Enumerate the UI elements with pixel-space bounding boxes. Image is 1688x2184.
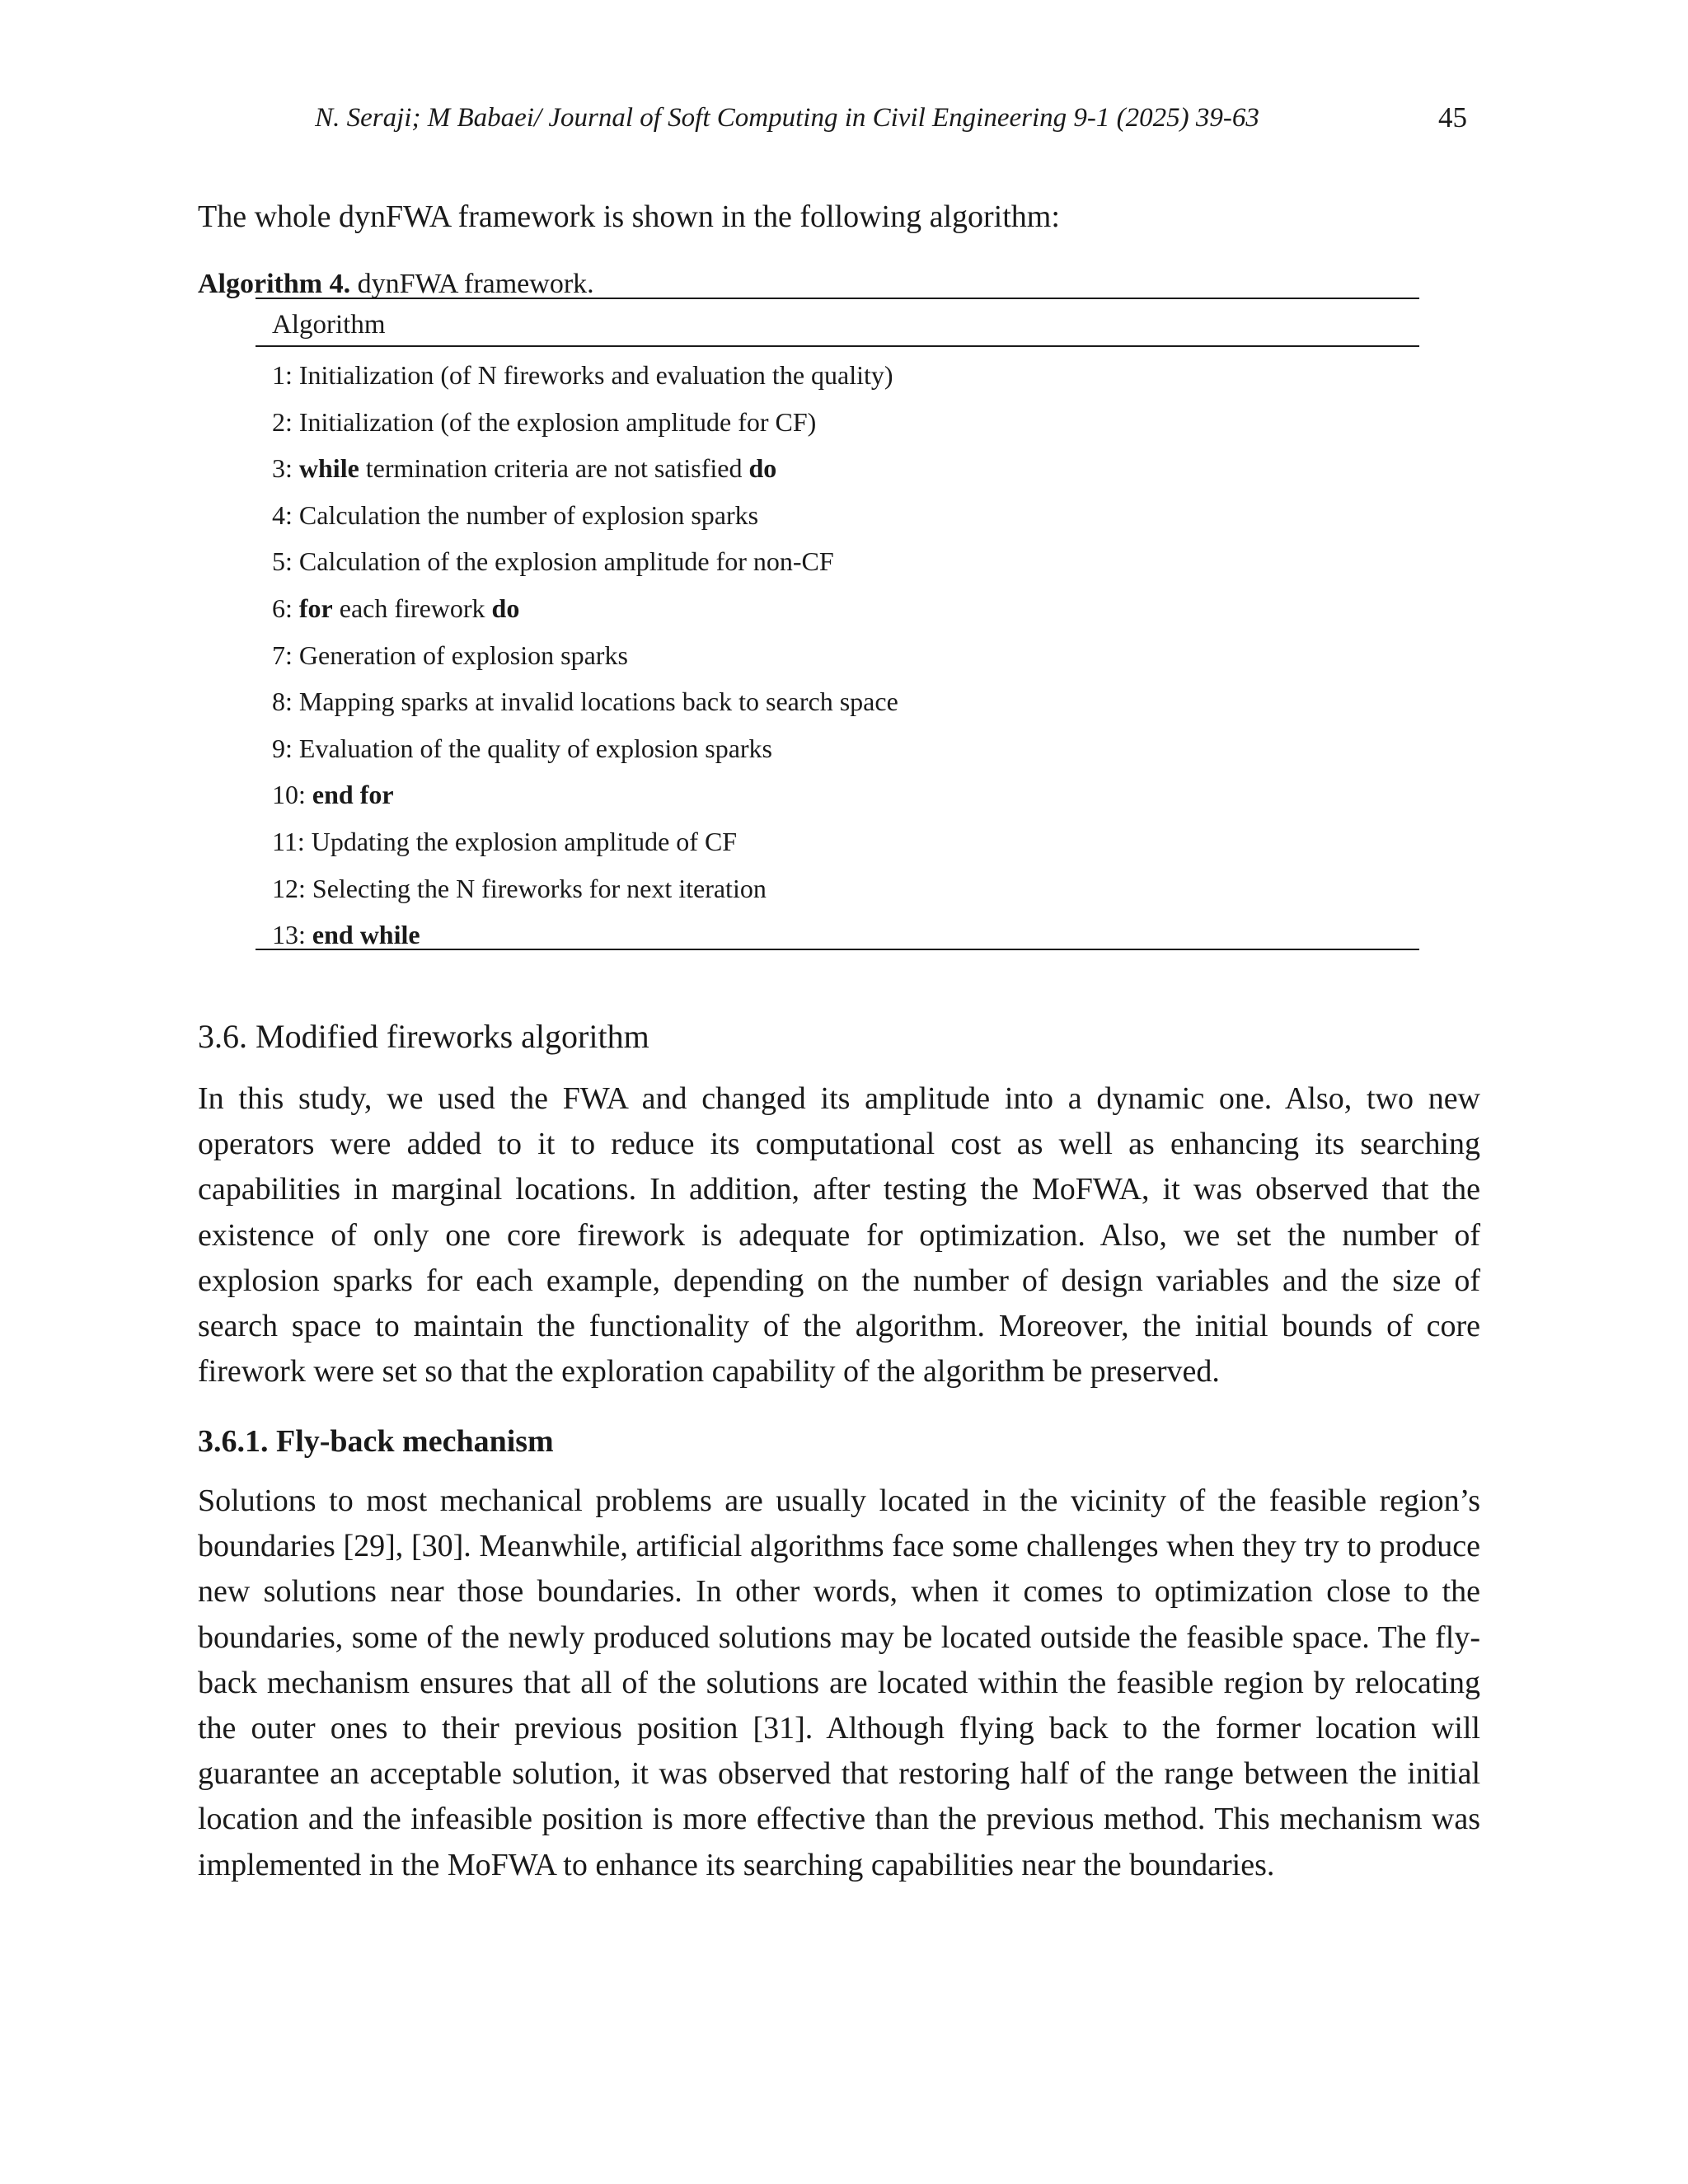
algorithm-line-number: 4: (272, 499, 299, 530)
algorithm-line (272, 912, 1409, 958)
algorithm-line-number: 1: (272, 360, 299, 390)
subsection-title: 3.6.1. Fly-back mechanism (198, 1424, 554, 1459)
algorithm-line-text: Initialization (of the explosion amplitude for CF) (298, 406, 817, 437)
algorithm-line-number: 5: (272, 546, 299, 577)
algorithm-line-text: Calculation of the explosion amplitude for non-CF (298, 546, 834, 577)
algorithm-line (272, 492, 1409, 539)
algorithm-line-number: 3: (272, 453, 299, 484)
intro-sentence: The whole dynFWA framework is shown in the following algorithm: (198, 199, 1060, 234)
algorithm-column-header: Algorithm (272, 310, 386, 340)
algorithm-line (272, 399, 1409, 446)
subsection-paragraph: Solutions to most mechanical problems are usually located in the vicinity of the feasible region’s boundaries [29], [30]. Meanwhile, artificial algorithms face some challenges when they try to produce new solutions near those boundaries. In other words, when it comes to optimization close to the boundaries, some of the newly produced solutions may be located outside the feasible space. The fly-back mechanism ensures that all of the solutions are located within the feasible region by relocating the outer ones to their previous position [31]. Although flying back to the former location will guarantee an acceptable solution, it was observed that restoring half of the range between the initial location and the infeasible position is more effective than the previous method. This mechanism was implemented in the MoFWA to enhance its searching capabilities near the boundaries. (198, 1483, 1480, 1882)
algorithm-caption-label: Algorithm 4. (198, 269, 351, 299)
algorithm-line-number: 9: (272, 733, 299, 763)
algorithm-line-text: Generation of explosion sparks (298, 640, 628, 670)
running-header (198, 97, 1467, 138)
algorithm-line-text: Updating the explosion amplitude of CF (311, 826, 738, 856)
algorithm-line-number: 11: (272, 826, 312, 856)
algorithm-line-text: Evaluation of the quality of explosion sparks (298, 733, 772, 763)
algorithm-line-keyword: do (491, 593, 520, 623)
algorithm-line-text: each firework (332, 593, 492, 623)
section-paragraph: In this study, we used the FWA and changed its amplitude into a dynamic one. Also, two new operators were added to it to reduce its computational cost as well as enhancing its searching capabilities in marginal locations. In addition, after testing the MoFWA, it was observed that the existence of only one core firework is adequate for optimization. Also, we set the number of explosion sparks for each example, depending on the number of design variables and the size of search space to maintain the functionality of the algorithm. Moreover, the initial bounds of core firework were set so that the exploration capability of the algorithm be preserved. (198, 1081, 1480, 1390)
algorithm-line-text: Mapping sparks at invalid locations back to search space (298, 687, 898, 717)
algorithm-line-keyword: for (298, 593, 333, 623)
algorithm-bottom-rule (256, 949, 1419, 950)
algorithm-line-number: 6: (272, 593, 299, 623)
algorithm-line-text: Initialization (of N fireworks and evaluation the quality) (298, 360, 893, 390)
algorithm-line-number: 7: (272, 640, 299, 670)
algorithm-line-keyword: while (298, 453, 359, 484)
page-number: 45 (1438, 101, 1467, 134)
algorithm-line (272, 678, 1409, 725)
algorithm-header-rule (256, 345, 1419, 347)
algorithm-line-keyword: do (748, 453, 777, 484)
algorithm-line-keyword: end while (312, 920, 420, 950)
algorithm-line (272, 632, 1409, 679)
algorithm-line-number: 12: (272, 873, 312, 903)
section-title: 3.6. Modified fireworks algorithm (198, 1018, 649, 1055)
algorithm-line (272, 818, 1409, 865)
algorithm-line (272, 445, 1409, 492)
algorithm-line (272, 538, 1409, 585)
algorithm-line-keyword: end for (312, 780, 394, 810)
algorithm-line-text: Calculation the number of explosion sparks (298, 499, 759, 530)
algorithm-line (272, 725, 1409, 772)
algorithm-line-number: 10: (272, 780, 312, 810)
running-title: N. Seraji; M Babaei/ Journal of Soft Computing in Civil Engineering 9-1 (2025) 39-63 (315, 103, 1259, 133)
algorithm-lines (272, 352, 1409, 958)
algorithm-top-rule (256, 298, 1419, 299)
algorithm-line-text: Selecting the N fireworks for next iteration (312, 873, 767, 903)
algorithm-line-number: 2: (272, 406, 299, 437)
algorithm-line (272, 352, 1409, 399)
algorithm-line (272, 771, 1409, 818)
algorithm-line-text: termination criteria are not satisfied (359, 453, 749, 484)
algorithm-line (272, 585, 1409, 632)
algorithm-caption-text: dynFWA framework. (350, 269, 594, 299)
algorithm-line (272, 865, 1409, 912)
algorithm-line-number: 8: (272, 687, 299, 717)
algorithm-line-number: 13: (272, 920, 312, 950)
